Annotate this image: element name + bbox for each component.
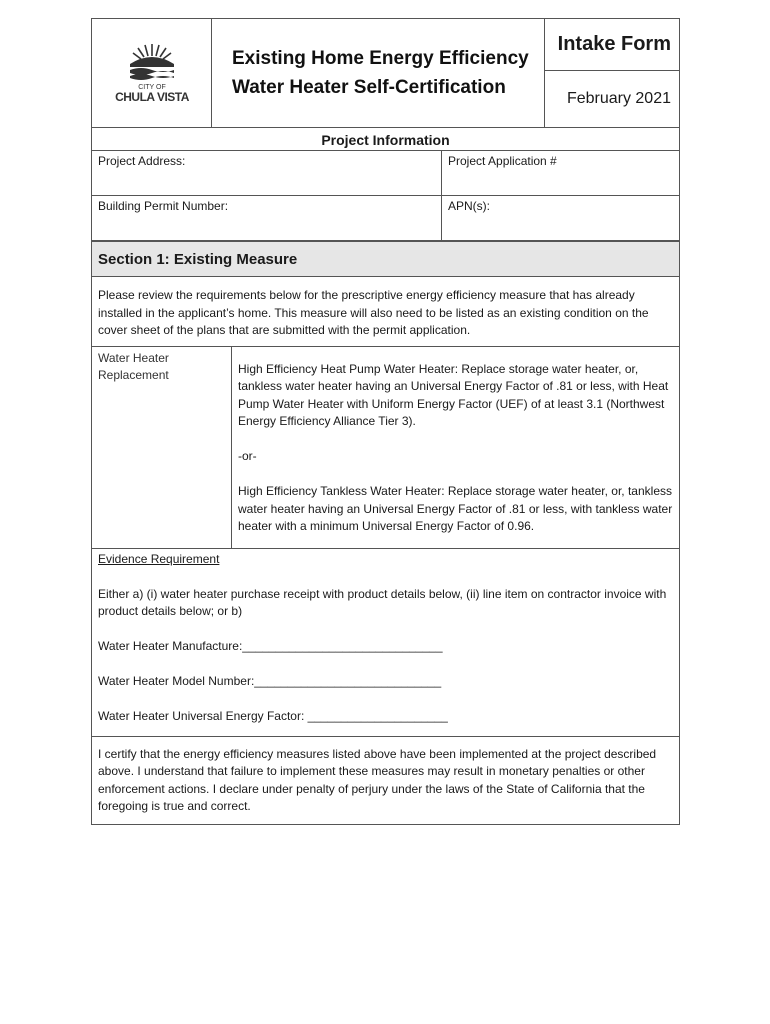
project-address-field[interactable] — [92, 151, 442, 195]
project-row-1 — [92, 151, 679, 196]
project-information-heading: Project Information — [92, 128, 679, 151]
or-separator: -or- — [238, 449, 257, 463]
manufacturer-field[interactable]: Water Heater Manufacture:______________________________ — [98, 639, 443, 653]
apn-field[interactable] — [442, 196, 679, 240]
logo-text-bottom: CHULA VISTA — [114, 90, 189, 104]
option-tankless: High Efficiency Tankless Water Heater: Replace storage water heater, or, tankless water heater having an Universal Energy Factor of .81 or less, with tankless water heater with a minimum Universal Energy Factor of 0.96. — [238, 484, 673, 533]
option-heat-pump: High Efficiency Heat Pump Water Heater: Replace storage water heater, or, tankless water heater having an Universal Energy Factor of .81 or less, with Heat Pump Water Heater with Uniform Energy Factor (UEF) of at least 3.1 (Northwest Energy Efficiency Alliance Tier 3). — [238, 361, 669, 428]
evidence-section — [92, 549, 679, 737]
project-application-label: Project Application # — [448, 154, 557, 168]
intake-form — [91, 18, 680, 825]
building-permit-label: Building Permit Number: — [98, 199, 229, 213]
certification-statement: I certify that the energy efficiency measures listed above have been implemented at the project described above. I understand that failure to implement these measures may result in monetary penalties or other enforcement actions. I declare under penalty of perjury under the laws of the State of California that the foregoing is true and correct. — [98, 746, 657, 813]
building-permit-field[interactable] — [92, 196, 442, 240]
form-title-line1: Existing Home Energy Efficiency — [232, 48, 529, 69]
form-meta — [545, 19, 679, 127]
title-block — [212, 19, 545, 127]
section-1-heading: Section 1: Existing Measure — [92, 242, 679, 277]
form-date: February 2021 — [566, 90, 671, 107]
section-1-intro: Please review the requirements below for the prescriptive energy efficiency measure that has already installed in the applicant’s home. This measure will also need to be listed as an existing condition on the cover sheet of the plans that are submitted with the permit application. — [92, 277, 679, 347]
chula-vista-logo-icon — [112, 40, 192, 106]
model-number-field[interactable]: Water Heater Model Number:____________________________ — [98, 674, 442, 688]
project-row-2 — [92, 196, 679, 242]
form-header — [92, 19, 679, 128]
project-application-field[interactable] — [442, 151, 679, 195]
measure-requirements — [232, 347, 679, 548]
project-address-label: Project Address: — [98, 154, 186, 168]
form-title-line2: Water Heater Self-Certification — [232, 77, 506, 98]
uef-field[interactable]: Water Heater Universal Energy Factor: _____________________ — [98, 709, 448, 723]
measure-row — [92, 347, 679, 549]
logo-text-top: CITY OF — [137, 84, 166, 91]
evidence-heading: Evidence Requirement — [98, 551, 220, 566]
city-logo — [92, 19, 212, 127]
form-type: Intake Form — [545, 19, 679, 71]
measure-label: Water Heater Replacement — [92, 347, 232, 548]
evidence-text: Either a) (i) water heater purchase receipt with product details below, (ii) line item on contractor invoice with product details below; or b) — [98, 586, 667, 618]
apn-label: APN(s): — [448, 199, 490, 213]
